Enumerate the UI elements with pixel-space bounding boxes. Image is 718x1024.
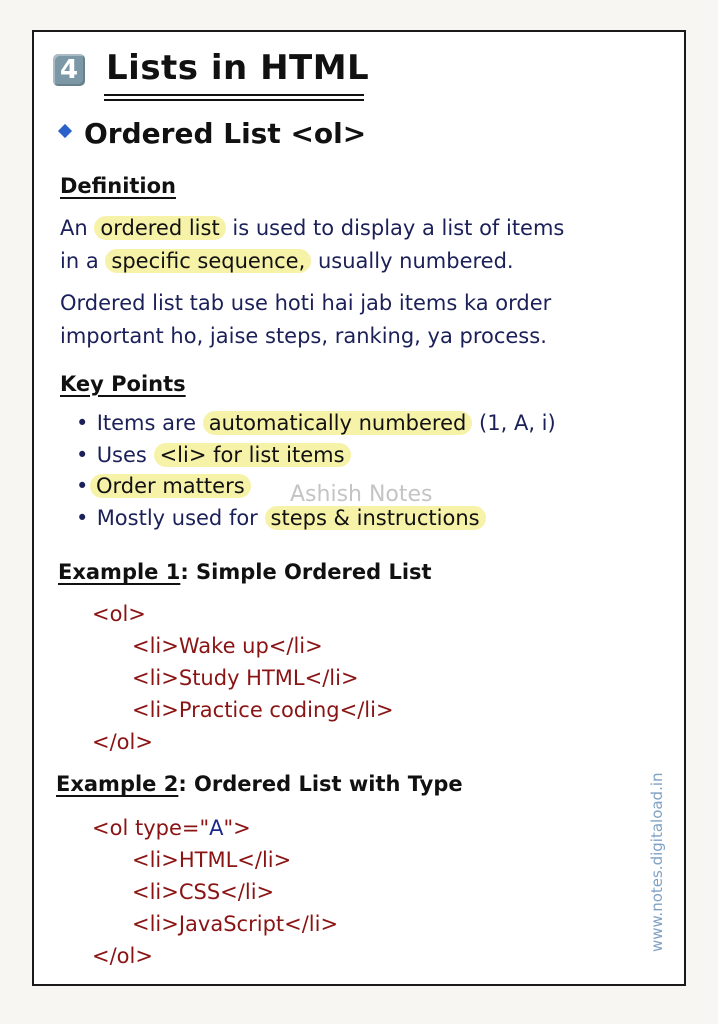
highlight: Order matters (90, 474, 251, 498)
watermark-ashish-notes: Ashish Notes (290, 482, 433, 507)
code-line: <li>JavaScript</li> (132, 912, 339, 936)
code-line: <li>HTML</li> (132, 848, 292, 872)
code-line: <li>CSS</li> (132, 880, 275, 904)
code-line: <li>Wake up</li> (132, 634, 323, 658)
definition-paragraph-2 (60, 287, 551, 353)
key-point-item (76, 503, 556, 535)
text: Items are (96, 411, 197, 435)
key-point-item (76, 408, 556, 440)
definition-line-1 (60, 212, 564, 245)
highlight: steps & instructions (265, 506, 486, 530)
code-line: </ol> (92, 730, 153, 754)
title-double-underline (104, 94, 364, 101)
example-2-code (92, 812, 338, 972)
definition-line-2 (60, 245, 564, 278)
bullet-icon: • (76, 505, 89, 530)
code-line (92, 812, 338, 844)
code-line: </ol> (92, 944, 153, 968)
key-point-item (76, 440, 556, 472)
definition-para2-line-2: important ho, jaise steps, ranking, ya process. (60, 324, 547, 348)
text: in a (60, 249, 99, 273)
key-points-list (76, 408, 556, 534)
text: Uses (96, 442, 147, 467)
code-line: <li>Study HTML</li> (132, 666, 359, 690)
code-text: <ol type=" (92, 816, 210, 840)
highlight: <li> for list items (154, 443, 351, 467)
bullet-icon: • (76, 474, 89, 498)
highlight-ordered-list: ordered list (94, 216, 225, 240)
number-badge-icon: 4 (53, 54, 85, 86)
definition-paragraph-1 (60, 212, 564, 278)
section-title-text: Ordered List <ol> (84, 117, 367, 150)
code-text: "> (223, 816, 251, 840)
key-points-heading: Key Points (60, 372, 186, 396)
note-page (32, 30, 686, 986)
section-title (60, 117, 366, 150)
diamond-bullet-icon (58, 124, 72, 138)
example-1-heading (58, 560, 432, 584)
code-line: <li>Practice coding</li> (132, 698, 394, 722)
page-title: Lists in HTML (106, 48, 370, 88)
text: Mostly used for (96, 505, 258, 530)
text: is used to display a list of items (232, 216, 565, 240)
text: An (60, 216, 88, 240)
example-2-label: Example 2 (56, 772, 179, 796)
bullet-icon: • (76, 442, 89, 467)
example-1-title: : Simple Ordered List (180, 560, 432, 584)
example-2-title: : Ordered List with Type (178, 772, 463, 796)
code-attr-value: A (209, 816, 224, 840)
text: usually numbered. (317, 249, 514, 273)
highlight: automatically numbered (203, 411, 473, 435)
bullet-icon: • (76, 411, 89, 435)
definition-heading: Definition (60, 174, 177, 198)
example-1-code (92, 598, 394, 758)
highlight-specific-sequence: specific sequence, (105, 249, 311, 273)
example-1-label: Example 1 (58, 560, 181, 584)
text: (1, A, i) (479, 411, 556, 435)
code-line: <ol> (92, 602, 146, 626)
example-2-heading (56, 772, 463, 796)
definition-para2-line-1: Ordered list tab use hoti hai jab items ka order (60, 291, 552, 315)
watermark-site-url: www.notes.digitaload.in (648, 772, 666, 952)
